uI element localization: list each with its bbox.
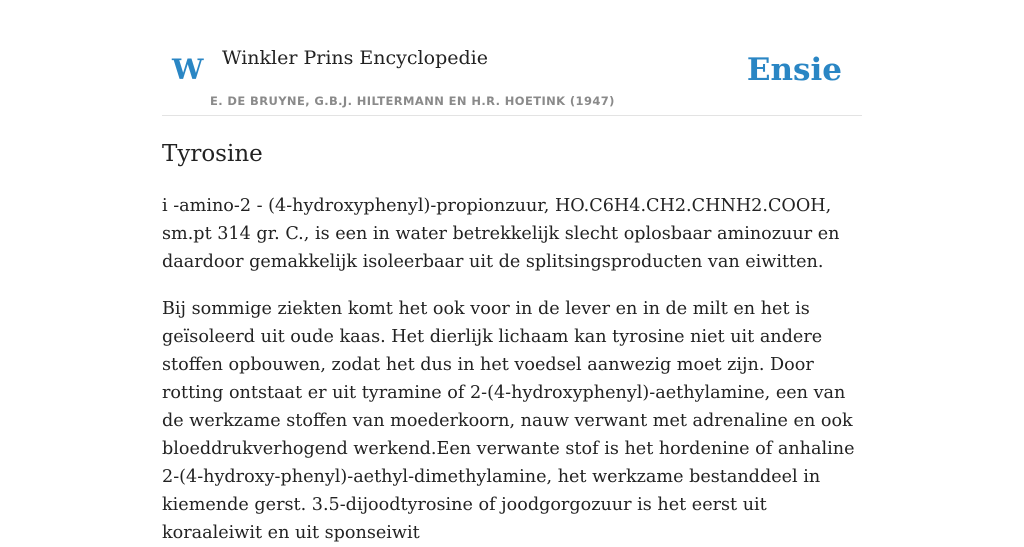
article-paragraph: Bij sommige ziekten komt het ook voor in de lever en in de milt en het is geïsoleerd uit oude kaas. Het dierlijk lichaam kan tyrosine niet uit andere stoffen opbouwen, zodat het dus in het voedsel aanwezig moet zijn. Door rotting ontstaat er uit tyramine of 2-(4-hydroxyphenyl)-aethylamine, een van de werkzame stoffen van moederkoorn, nauw verwant met adrenaline en ook bloeddrukverhogend werkend.Een verwante stof is het hordenine of anhaline 2-(4-hydroxy-phenyl)-aethyl-dimethylamine, het werkzame bestanddeel in kiemende gerst. 3.5-dijoodtyrosine of joodgorgozuur is het eerst uit koraaleiwit en uit sponseiwit [162,299,855,543]
article-paragraph: i -amino-2 - (4-hydroxyphenyl)-propionzuur, HO.C6H4.CH2.CHNH2.COOH, sm.pt 314 gr. C., is een in water betrekkelijk slecht oplosbaar aminozuur en daardoor gemakkelijk isoleerbaar uit de splitsingsproducten van eiwitten. [162,196,840,272]
ensie-brand-logo[interactable]: Ensie [746,52,842,88]
article-content [162,138,862,547]
site-header [162,36,862,116]
winkler-prins-logo[interactable]: W [172,53,204,86]
publication-title-link[interactable]: Winkler Prins Encyclopedie [222,47,488,69]
page-title: Tyrosine [162,141,263,167]
publication-authors: E. DE BRUYNE, G.B.J. HILTERMANN EN H.R. HOETINK (1947) [210,94,615,108]
